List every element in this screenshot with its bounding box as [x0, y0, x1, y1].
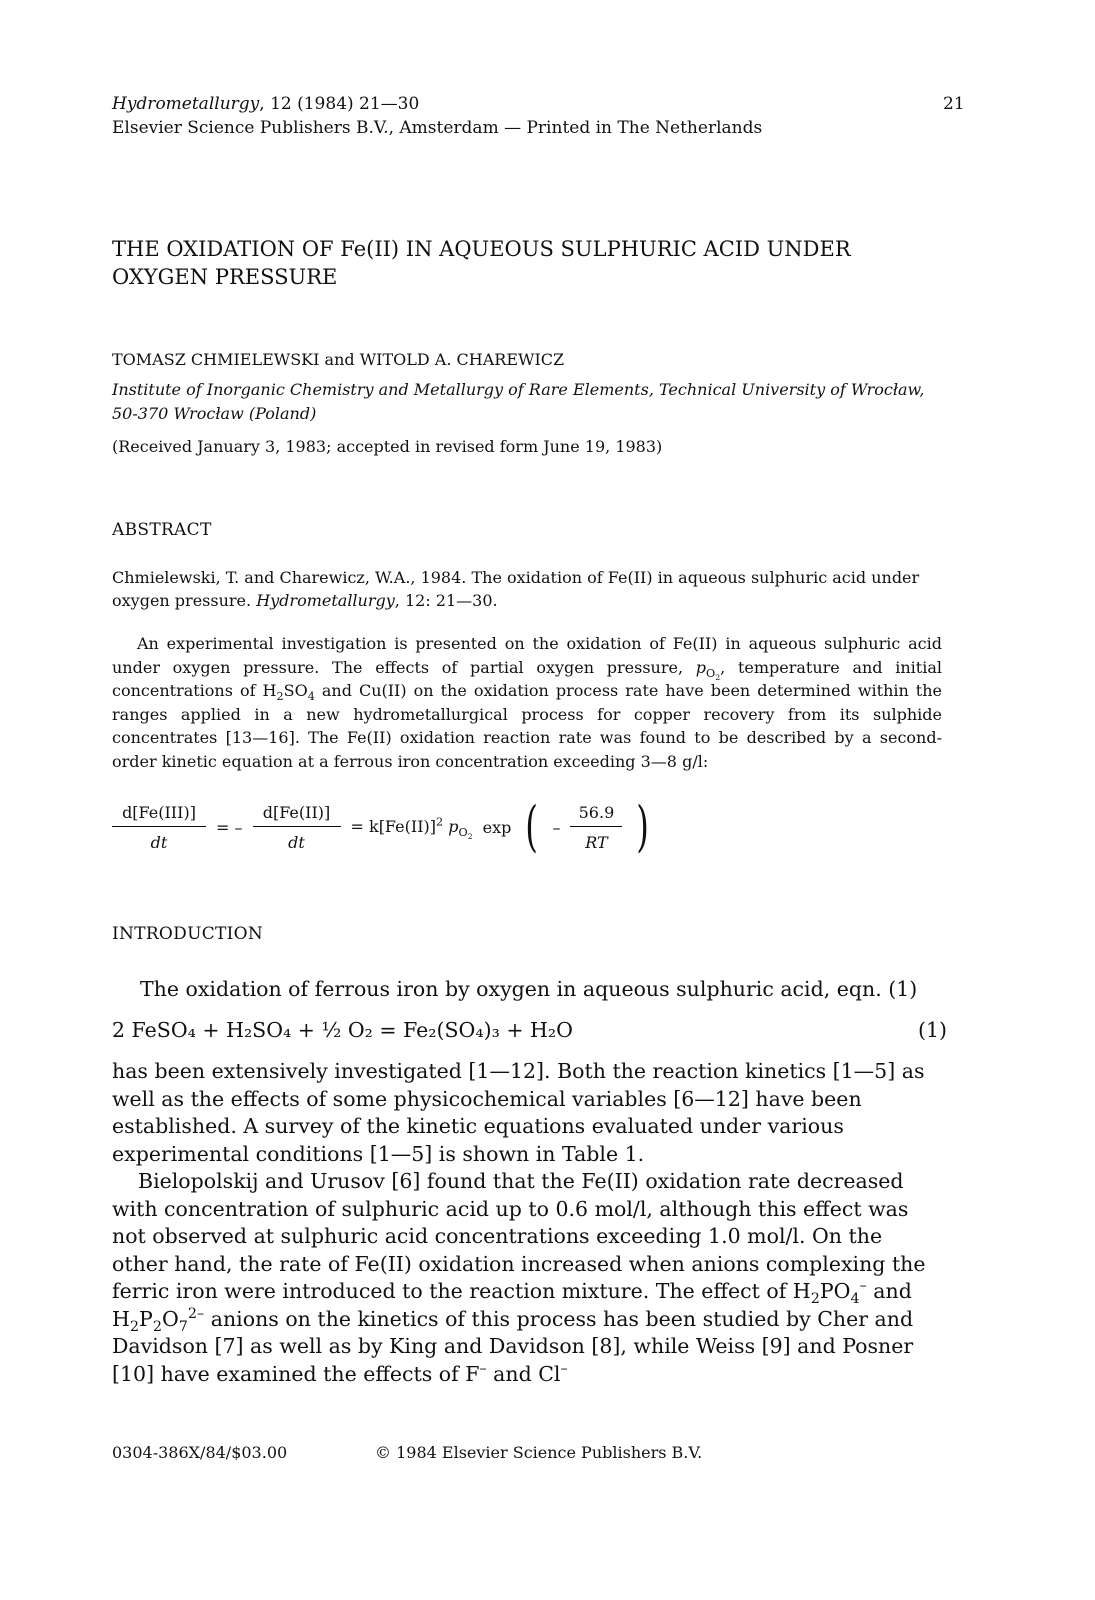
- affiliation: Institute of Inorganic Chemistry and Metallurgy of Rare Elements, Technical University of Wrocław, 50-370 Wrocław (Poland): [112, 380, 925, 423]
- rhs-p-subsub: 2: [467, 832, 473, 842]
- footer-copyright: © 1984 Elsevier Science Publishers B.V.: [375, 1443, 703, 1462]
- publisher-line: Elsevier Science Publishers B.V., Amsterdam — Printed in The Netherlands: [112, 118, 763, 138]
- rate-equation: [112, 795, 654, 858]
- abstract-citation: [112, 566, 947, 612]
- authors: TOMASZ CHMIELEWSKI and WITOLD A. CHAREWICZ: [112, 350, 565, 369]
- rhs-p-sub: O: [458, 825, 468, 839]
- p2-sub-3: 2: [129, 1318, 140, 1335]
- abstract-text-3: SO: [283, 681, 308, 700]
- journal-name: Hydrometallurgy: [112, 94, 260, 114]
- equals-minus: = –: [216, 817, 243, 837]
- p2-text-f: anions on the kinetics of this process has been studied by Cher and Davidson [7] as well as by King and Davidson [8], while Weiss [9] and Posner [10] have examined the effects of F: [112, 1306, 914, 1386]
- p2-sub-4: 2: [152, 1318, 162, 1335]
- introduction-heading: INTRODUCTION: [112, 924, 264, 944]
- footer-issn-price: 0304-386X/84/$03.00: [112, 1443, 288, 1462]
- article-title: THE OXIDATION OF Fe(II) IN AQUEOUS SULPHURIC ACID UNDER OXYGEN PRESSURE: [112, 237, 851, 289]
- exp-denominator: RT: [585, 832, 608, 852]
- abstract-text-4: and Cu(II) on the oxidation process rate have been determined within the ranges applied in a new hydrometallurgical process for copper recovery from its sulphide concentrates [13—16]. The Fe(II) oxidation reaction rate was found to be described by a second-order kinetic equation at a ferrous iron concentration exceeding 3—8 g/l:: [112, 681, 943, 771]
- abstract-heading: ABSTRACT: [112, 520, 212, 540]
- abstract-text-1: An experimental investigation is presented on the oxidation of Fe(II) in aqueous sulphuric acid under oxygen pressure. The effects of partial oxygen pressure,: [112, 634, 942, 677]
- intro-paragraph-1: has been extensively investigated [1—12]. Both the reaction kinetics [1—5] as well as the effects of some physicochemical variables [6—12] have been established. A survey of the kinetic equations evaluated under various experimental conditions [1—5] is shown in Table 1.: [112, 1059, 925, 1166]
- intro-lead: The oxidation of ferrous iron by oxygen in aqueous sulphuric acid, eqn. (1): [140, 977, 918, 1001]
- lhs-fraction: [112, 803, 206, 852]
- journal-volume-pages: , 12 (1984) 21—30: [259, 94, 420, 114]
- rhs-p: p: [448, 816, 459, 836]
- p2-text-g: and Cl: [486, 1361, 561, 1386]
- citation-volume: , 12: 21—30.: [394, 591, 498, 610]
- exp-fraction: [570, 803, 622, 852]
- exp-minus: –: [552, 817, 561, 837]
- p2-sub-5: 7: [178, 1318, 188, 1335]
- h2so4-sub-2: 2: [276, 690, 284, 704]
- mid-denominator: dt: [288, 832, 305, 852]
- exp-numerator: 56.9: [570, 803, 622, 827]
- intro-paragraph-2: [112, 1168, 942, 1388]
- mid-numerator: d[Fe(II)]: [253, 803, 341, 827]
- p2-text-d: P: [139, 1306, 153, 1331]
- h2so4-sub-4: 4: [307, 690, 315, 704]
- p2-sub-1: 2: [810, 1291, 820, 1308]
- po2-subsub: 2: [715, 672, 721, 682]
- exp-label: exp: [482, 817, 512, 837]
- abstract-text-2: , temperature and initial concentrations of H: [112, 657, 942, 700]
- rhs-expression: [350, 815, 473, 842]
- po2-sub: O: [706, 666, 716, 680]
- p2-text-c: and H: [112, 1279, 912, 1331]
- p2-sup-1: –: [859, 1278, 867, 1295]
- left-paren-glyph: (: [525, 795, 539, 858]
- p2-text-b: PO: [819, 1279, 851, 1303]
- p2-sup-3: –: [479, 1360, 487, 1377]
- running-header-citation: [112, 92, 419, 116]
- citation-journal: Hydrometallurgy: [256, 591, 395, 610]
- p2-text-a: Bielopolskij and Urusov [6] found that the Fe(II) oxidation rate decreased with concentration of sulphuric acid up to 0.6 mol/l, although this effect was not observed at sulphuric acid concentrations exceeding 1.0 mol/l. On the other hand, the rate of Fe(II) oxidation increased when anions complexing the ferric iron were introduced to the reaction mixture. The effect of H: [112, 1169, 926, 1303]
- page-number: 21: [943, 94, 965, 114]
- right-paren-glyph: ): [636, 795, 650, 858]
- p2-sup-4: –: [560, 1360, 568, 1377]
- citation-text: Chmielewski, T. and Charewicz, W.A., 1984. The oxidation of Fe(II) in aqueous sulphuric acid under oxygen pressure.: [112, 568, 920, 610]
- mid-fraction: [253, 803, 341, 852]
- lhs-numerator: d[Fe(III)]: [112, 803, 206, 827]
- rhs-rate: = k[Fe(II)]: [350, 816, 436, 836]
- p2-sub-2: 4: [850, 1291, 860, 1308]
- po2-symbol: p: [695, 657, 707, 677]
- p2-text-e: O: [161, 1306, 179, 1331]
- reaction-number: (1): [917, 1018, 947, 1042]
- abstract-body: [112, 632, 942, 773]
- reaction-formula: 2 FeSO₄ + H₂SO₄ + ½ O₂ = Fe₂(SO₄)₃ + H₂O: [112, 1018, 573, 1042]
- rhs-power: 2: [436, 815, 444, 829]
- received-dates: (Received January 3, 1983; accepted in revised form June 19, 1983): [112, 437, 663, 456]
- p2-sup-2: 2–: [187, 1305, 205, 1322]
- lhs-denominator: dt: [150, 832, 168, 852]
- reaction-equation: [112, 1018, 947, 1042]
